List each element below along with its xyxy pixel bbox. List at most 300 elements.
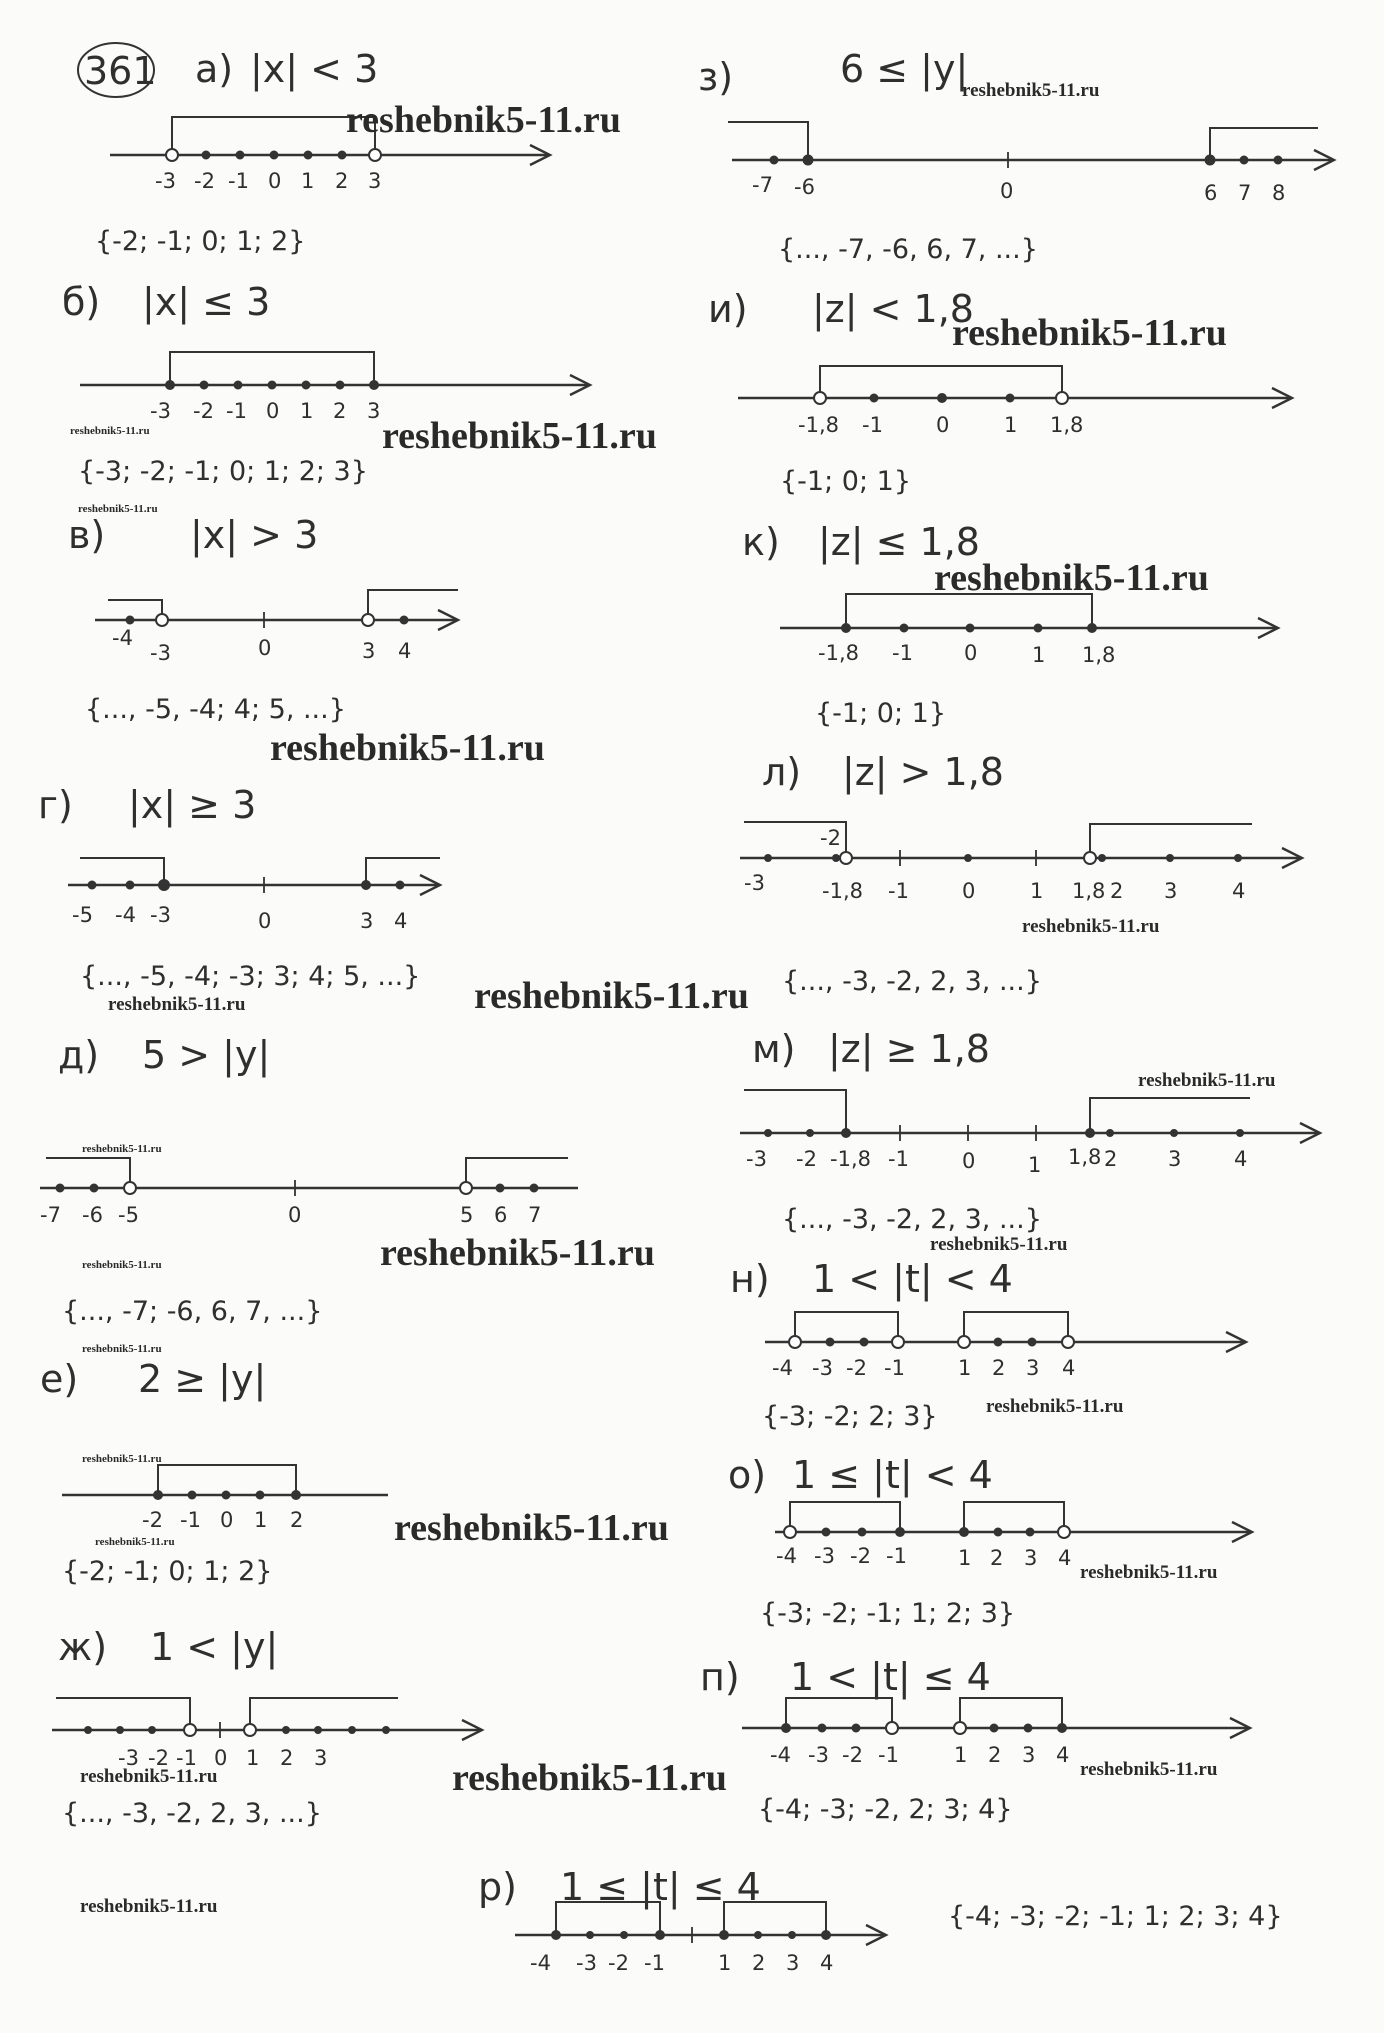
integer-point — [966, 624, 975, 633]
integer-point — [84, 1726, 92, 1734]
ray-bracket — [744, 1090, 846, 1133]
tick-label: 0 — [962, 879, 976, 903]
closed-point — [1205, 155, 1216, 166]
inequality: 1 < |t| ≤ 4 — [790, 1655, 991, 1699]
open-point — [1058, 1526, 1070, 1538]
integer-point — [202, 151, 211, 160]
closed-point — [959, 1527, 969, 1537]
answer-set: {..., -7, -6, 6, 7, ...} — [778, 234, 1038, 265]
part-e — [40, 1357, 388, 1587]
tick-label: 0 — [1000, 179, 1014, 203]
tick-label: 1,8 — [1082, 643, 1116, 667]
answer-set: {-3; -2; -1; 0; 1; 2; 3} — [78, 456, 368, 487]
integer-point — [88, 881, 97, 890]
ray-bracket — [1090, 824, 1252, 858]
answer-set: {..., -3, -2, 2, 3, ...} — [782, 966, 1042, 997]
closed-point — [803, 155, 814, 166]
interval-bracket — [964, 1502, 1064, 1532]
integer-point — [937, 393, 947, 403]
tick-label: 1 — [958, 1546, 972, 1570]
part-label: м) — [752, 1027, 796, 1071]
watermark: reshebnik5-11.ru — [82, 1343, 162, 1355]
answer-set: {-4; -3; -2; -1; 1; 2; 3; 4} — [948, 1901, 1283, 1932]
tick-label: 0 — [288, 1203, 302, 1227]
interval-bracket — [846, 594, 1092, 628]
tick-label: 1,8 — [1072, 879, 1106, 903]
inequality: 6 ≤ |y| — [840, 47, 969, 91]
tick-label: 4 — [1062, 1356, 1076, 1380]
tick-label: -1 — [884, 1356, 905, 1380]
closed-point — [719, 1930, 729, 1940]
integer-point — [990, 1724, 999, 1733]
problem-number: 361 — [84, 49, 157, 93]
tick-label: 1 — [958, 1356, 972, 1380]
watermark: reshebnik5-11.ru — [82, 1143, 162, 1155]
integer-point — [314, 1726, 322, 1734]
inequality: 1 ≤ |t| < 4 — [792, 1453, 993, 1497]
tick-label: -3 — [150, 641, 171, 665]
tick-label: -6 — [82, 1203, 103, 1227]
open-point — [784, 1526, 796, 1538]
part-label: ж) — [58, 1625, 108, 1669]
integer-point — [256, 1491, 265, 1500]
ray-bracket — [250, 1698, 398, 1730]
tick-label: 1 — [1028, 1153, 1042, 1177]
ray-bracket — [108, 600, 162, 620]
integer-point — [90, 1184, 99, 1193]
integer-point — [900, 624, 909, 633]
tick-label: -2 — [850, 1544, 871, 1568]
watermark: reshebnik5-11.ru — [1138, 1070, 1276, 1091]
inequality: |x| < 3 — [250, 47, 379, 91]
part-label: в) — [68, 513, 106, 557]
closed-point — [655, 1930, 665, 1940]
interval-bracket — [170, 352, 374, 385]
integer-point — [496, 1184, 505, 1193]
open-point — [886, 1722, 898, 1734]
tick-label: -4 — [772, 1356, 793, 1380]
tick-label: 2 — [1104, 1147, 1118, 1171]
tick-label: 1 — [1004, 413, 1018, 437]
open-point — [958, 1336, 970, 1348]
integer-point — [1166, 854, 1174, 862]
inequality: |z| > 1,8 — [842, 750, 1004, 794]
watermark: reshebnik5-11.ru — [930, 1234, 1068, 1255]
integer-point — [304, 151, 313, 160]
tick-label: -2 — [142, 1508, 163, 1532]
watermark: reshebnik5-11.ru — [80, 1766, 218, 1787]
inequality: 1 < |y| — [150, 1625, 279, 1669]
tick-label: -3 — [150, 399, 171, 423]
integer-point — [1236, 1129, 1244, 1137]
tick-label: 3 — [368, 169, 382, 193]
tick-label: 1 — [954, 1743, 968, 1767]
inequality: 1 ≤ |t| ≤ 4 — [560, 1865, 761, 1909]
ray-bracket — [56, 1698, 190, 1730]
closed-point — [821, 1930, 831, 1940]
tick-label: 1,8 — [1068, 1145, 1102, 1169]
open-point — [244, 1724, 256, 1736]
integer-point — [236, 151, 245, 160]
part-label: н) — [730, 1257, 770, 1301]
tick-label: 0 — [214, 1746, 228, 1770]
watermark: reshebnik5-11.ru — [346, 99, 621, 141]
inequality: 5 > |y| — [142, 1033, 271, 1077]
answer-set: {..., -3, -2, 2, 3, ...} — [62, 1798, 322, 1829]
tick-label: -2 — [148, 1746, 169, 1770]
tick-label: 2 — [1110, 879, 1124, 903]
tick-label: -1 — [228, 169, 249, 193]
inequality: |z| ≤ 1,8 — [818, 520, 980, 564]
tick-label: 4 — [1056, 1743, 1070, 1767]
integer-point — [994, 1338, 1003, 1347]
integer-point — [754, 1931, 762, 1939]
watermark: reshebnik5-11.ru — [80, 1896, 218, 1917]
part-label: г) — [38, 783, 73, 827]
integer-point — [126, 616, 135, 625]
tick-label: 1 — [301, 169, 315, 193]
integer-point — [860, 1338, 869, 1347]
integer-point — [1034, 624, 1043, 633]
integer-point — [270, 151, 279, 160]
inequality: |x| > 3 — [190, 513, 319, 557]
interval-bracket — [960, 1698, 1062, 1728]
integer-point — [302, 381, 311, 390]
inequality: |x| ≤ 3 — [142, 280, 271, 324]
watermark: reshebnik5-11.ru — [952, 312, 1227, 354]
tick-label: -1 — [888, 879, 909, 903]
part-label: е) — [40, 1357, 79, 1401]
tick-label: 3 — [1026, 1356, 1040, 1380]
tick-label: -6 — [794, 175, 815, 199]
ray-bracket — [46, 1158, 130, 1188]
tick-label: 6 — [494, 1203, 508, 1227]
open-point — [840, 852, 852, 864]
integer-point — [291, 1490, 301, 1500]
tick-label: -1 — [180, 1508, 201, 1532]
tick-label: -3 — [744, 871, 765, 895]
tick-label: -1,8 — [818, 641, 859, 665]
tick-label: 1 — [1032, 643, 1046, 667]
part-p — [700, 1655, 1250, 1825]
part-label: р) — [478, 1865, 517, 1909]
integer-point — [268, 381, 277, 390]
tick-label: -2 — [796, 1147, 817, 1171]
tick-label: -1,8 — [798, 413, 839, 437]
part-m — [740, 1027, 1320, 1235]
tick-label: -1 — [886, 1544, 907, 1568]
tick-label: -4 — [112, 626, 133, 650]
tick-label: 2 — [280, 1746, 294, 1770]
integer-point — [396, 881, 405, 890]
closed-point — [1087, 623, 1097, 633]
integer-point — [382, 1726, 390, 1734]
integer-point — [1006, 394, 1015, 403]
part-g — [38, 783, 440, 992]
inequality: |x| ≥ 3 — [128, 783, 257, 827]
integer-point — [818, 1724, 827, 1733]
part-label: б) — [62, 280, 101, 324]
tick-label: -3 — [814, 1544, 835, 1568]
integer-point — [1024, 1724, 1033, 1733]
integer-point — [858, 1528, 867, 1537]
tick-label: 0 — [964, 641, 978, 665]
ray-bracket — [1090, 1098, 1250, 1133]
integer-point — [200, 381, 209, 390]
integer-point — [153, 1490, 163, 1500]
part-label: л) — [762, 750, 802, 794]
tick-label: -2 — [842, 1743, 863, 1767]
interval-bracket — [964, 1312, 1068, 1342]
tick-label: -1 — [888, 1147, 909, 1171]
watermark: reshebnik5-11.ru — [380, 1232, 655, 1274]
tick-label: -1,8 — [830, 1147, 871, 1171]
integer-point — [826, 1338, 835, 1347]
watermark: reshebnik5-11.ru — [70, 425, 150, 437]
tick-label: 3 — [362, 639, 376, 663]
part-label: а) — [195, 47, 234, 91]
tick-label: 0 — [258, 636, 272, 660]
open-point — [184, 1724, 196, 1736]
interval-bracket — [790, 1502, 900, 1532]
integer-point — [806, 1129, 814, 1137]
interval-bracket — [158, 1465, 296, 1495]
answer-set: {..., -5, -4; -3; 3; 4; 5, ...} — [80, 961, 421, 992]
integer-point — [336, 381, 345, 390]
answer-set: {-4; -3; -2, 2; 3; 4} — [758, 1794, 1013, 1825]
tick-label: -5 — [118, 1203, 139, 1227]
tick-label: 1 — [718, 1951, 732, 1975]
integer-point — [1240, 156, 1249, 165]
tick-label: 7 — [1238, 181, 1252, 205]
watermark: reshebnik5-11.ru — [1080, 1759, 1218, 1780]
tick-label: 5 — [460, 1203, 474, 1227]
interval-bracket — [795, 1312, 898, 1342]
watermark: reshebnik5-11.ru — [474, 975, 749, 1017]
integer-point — [770, 156, 779, 165]
part-label: и) — [708, 287, 748, 331]
interval-bracket — [172, 117, 375, 155]
tick-label: 3 — [1164, 879, 1178, 903]
closed-point — [841, 623, 851, 633]
closed-point — [158, 879, 170, 891]
inequality: 2 ≥ |y| — [138, 1357, 267, 1401]
tick-label: 2 — [335, 169, 349, 193]
answer-set: {-1; 0; 1} — [815, 698, 946, 729]
tick-label: 0 — [962, 1149, 976, 1173]
part-label: з) — [698, 55, 734, 99]
tick-label: -3 — [576, 1951, 597, 1975]
answer-set: {-3; -2; 2; 3} — [762, 1401, 938, 1432]
integer-point — [148, 1726, 156, 1734]
open-point — [954, 1722, 966, 1734]
integer-point — [1234, 854, 1242, 862]
open-point — [1056, 392, 1068, 404]
watermark: reshebnik5-11.ru — [95, 1536, 175, 1548]
closed-point — [841, 1128, 851, 1138]
integer-point — [56, 1184, 65, 1193]
watermark: reshebnik5-11.ru — [82, 1453, 162, 1465]
answer-set: {-1; 0; 1} — [780, 466, 911, 497]
tick-label: 1 — [246, 1746, 260, 1770]
watermark: reshebnik5-11.ru — [452, 1757, 727, 1799]
ray-bracket — [1210, 128, 1318, 160]
part-label: к) — [742, 520, 780, 564]
watermark: reshebnik5-11.ru — [394, 1507, 669, 1549]
answer-set: {-3; -2; -1; 1; 2; 3} — [760, 1598, 1016, 1629]
tick-label: -3 — [812, 1356, 833, 1380]
integer-point — [586, 1931, 594, 1939]
tick-label: 4 — [1232, 879, 1246, 903]
tick-label: 1 — [254, 1508, 268, 1532]
part-k — [742, 520, 1278, 729]
ray-bracket — [728, 122, 808, 160]
closed-point — [1085, 1128, 1095, 1138]
integer-point — [116, 1726, 124, 1734]
integer-point — [369, 380, 379, 390]
tick-label: -3 — [155, 169, 176, 193]
open-point — [362, 614, 374, 626]
part-a — [95, 47, 550, 257]
tick-label: -1 — [226, 399, 247, 423]
tick-label: 4 — [398, 639, 412, 663]
part-v — [68, 513, 458, 725]
tick-label: 3 — [1024, 1546, 1038, 1570]
tick-label: 6 — [1204, 181, 1218, 205]
part-label: о) — [728, 1453, 767, 1497]
integer-point — [1098, 854, 1106, 862]
integer-point — [822, 1528, 831, 1537]
part-label: п) — [700, 1655, 740, 1699]
tick-label: -2 — [193, 399, 214, 423]
tick-label: 0 — [220, 1508, 234, 1532]
closed-point — [551, 1930, 561, 1940]
closed-point — [361, 880, 371, 890]
tick-label: -1 — [862, 413, 883, 437]
open-point — [156, 614, 168, 626]
open-point — [892, 1336, 904, 1348]
watermark: reshebnik5-11.ru — [78, 503, 158, 515]
tick-label: 2 — [988, 1743, 1002, 1767]
tick-label: 1,8 — [1050, 413, 1084, 437]
tick-label: 1 — [300, 399, 314, 423]
integer-point — [832, 854, 840, 862]
tick-label: 3 — [314, 1746, 328, 1770]
tick-label: -7 — [40, 1203, 61, 1227]
tick-label: 4 — [1234, 1147, 1248, 1171]
tick-label: 2 — [752, 1951, 766, 1975]
tick-label: 2 — [990, 1546, 1004, 1570]
integer-point — [188, 1491, 197, 1500]
open-point — [1084, 852, 1096, 864]
tick-label: 8 — [1272, 181, 1286, 205]
tick-label: 0 — [268, 169, 282, 193]
inequality: |z| ≥ 1,8 — [828, 1027, 990, 1071]
tick-label: 3 — [1022, 1743, 1036, 1767]
integer-point — [764, 1129, 772, 1137]
integer-point — [222, 1491, 231, 1500]
open-point — [166, 149, 178, 161]
answer-set: {..., -5, -4; 4; 5, ...} — [85, 694, 346, 725]
tick-label: -5 — [72, 903, 93, 927]
tick-label: 3 — [1168, 1147, 1182, 1171]
tick-label: 2 — [290, 1508, 304, 1532]
tick-label: -1 — [644, 1951, 665, 1975]
integer-point — [620, 1931, 628, 1939]
watermark: reshebnik5-11.ru — [1080, 1562, 1218, 1583]
tick-label: -1 — [176, 1746, 197, 1770]
tick-label: 2 — [333, 399, 347, 423]
part-r — [478, 1865, 1283, 1975]
answer-set: {-2; -1; 0; 1; 2} — [95, 226, 306, 257]
tick-label: 1 — [1030, 879, 1044, 903]
ray-bracket — [368, 590, 458, 620]
integer-point — [1106, 1129, 1114, 1137]
tick-label: -1 — [878, 1743, 899, 1767]
integer-point — [788, 1931, 796, 1939]
answer-set: {..., -7; -6, 6, 7, ...} — [62, 1296, 323, 1327]
open-point — [460, 1182, 472, 1194]
tick-label: -2 — [846, 1356, 867, 1380]
integer-point — [530, 1184, 539, 1193]
integer-point — [1170, 1129, 1178, 1137]
closed-point — [895, 1527, 905, 1537]
integer-point — [126, 881, 135, 890]
integer-point — [1026, 1528, 1035, 1537]
tick-label: 3 — [360, 909, 374, 933]
tick-label: -1 — [892, 641, 913, 665]
watermark: reshebnik5-11.ru — [382, 415, 657, 457]
integer-point — [994, 1528, 1003, 1537]
interval-bracket — [786, 1698, 892, 1728]
tick-label: 3 — [786, 1951, 800, 1975]
inequality: 1 < |t| < 4 — [812, 1257, 1013, 1301]
tick-label: 4 — [820, 1951, 834, 1975]
tick-label: 3 — [367, 399, 381, 423]
watermark: reshebnik5-11.ru — [986, 1396, 1124, 1417]
tick-label: -3 — [808, 1743, 829, 1767]
tick-label: 7 — [528, 1203, 542, 1227]
watermark: reshebnik5-11.ru — [962, 80, 1100, 101]
open-point — [124, 1182, 136, 1194]
integer-point — [165, 380, 175, 390]
watermark: reshebnik5-11.ru — [934, 557, 1209, 599]
tick-label: -4 — [776, 1544, 797, 1568]
part-d — [40, 1033, 578, 1327]
tick-label: -4 — [530, 1951, 551, 1975]
integer-point — [1028, 1338, 1037, 1347]
tick-label: 0 — [936, 413, 950, 437]
inequality: |z| < 1,8 — [812, 287, 974, 331]
tick-label: 4 — [394, 909, 408, 933]
integer-point — [400, 616, 409, 625]
integer-point — [964, 854, 972, 862]
open-point — [369, 149, 381, 161]
answer-set: {-2; -1; 0; 1; 2} — [62, 1556, 273, 1587]
tick-label: -2 — [820, 826, 841, 850]
tick-label: -7 — [752, 173, 773, 197]
integer-point — [282, 1726, 290, 1734]
answer-set: {..., -3, -2, 2, 3, ...} — [782, 1204, 1042, 1235]
integer-point — [338, 151, 347, 160]
tick-label: 4 — [1058, 1546, 1072, 1570]
ray-bracket — [366, 858, 440, 885]
tick-label: -4 — [115, 903, 136, 927]
ray-bracket — [466, 1158, 568, 1188]
integer-point — [348, 1726, 356, 1734]
tick-label: -3 — [150, 903, 171, 927]
watermark: reshebnik5-11.ru — [82, 1259, 162, 1271]
